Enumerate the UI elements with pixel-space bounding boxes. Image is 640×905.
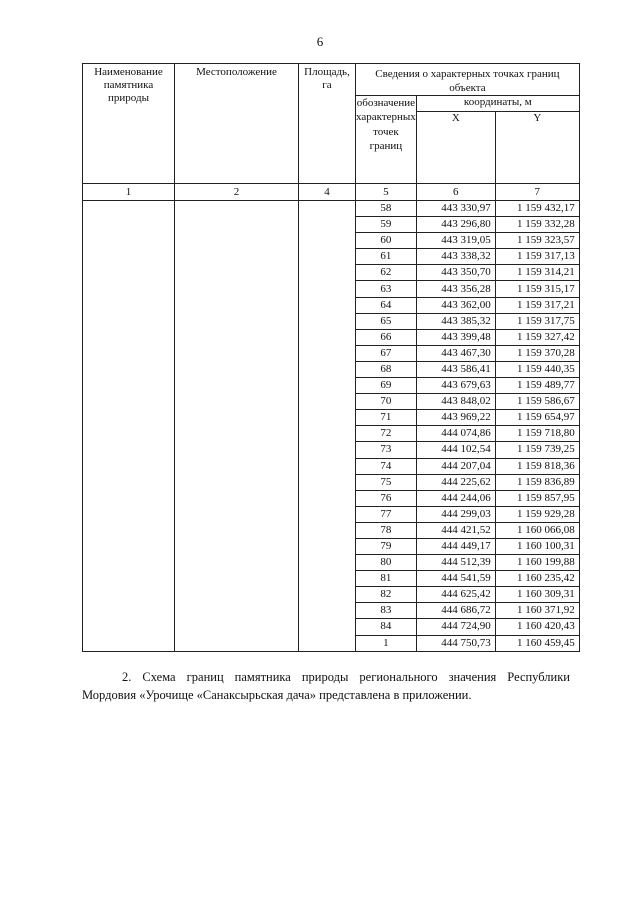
x-cell: 444 541,59	[416, 571, 495, 587]
point-cell: 71	[356, 410, 417, 426]
x-cell: 444 512,39	[416, 555, 495, 571]
x-cell: 443 330,97	[416, 201, 495, 217]
header-coordinates: координаты, м	[416, 96, 579, 112]
x-cell: 443 350,70	[416, 265, 495, 281]
y-cell: 1 159 315,17	[495, 281, 579, 297]
column-number: 6	[416, 184, 495, 201]
y-cell: 1 160 371,92	[495, 603, 579, 619]
x-cell: 443 467,30	[416, 345, 495, 361]
x-cell: 444 102,54	[416, 442, 495, 458]
y-cell: 1 159 489,77	[495, 378, 579, 394]
boundary-points-table	[82, 63, 580, 652]
point-cell: 67	[356, 345, 417, 361]
point-cell: 70	[356, 394, 417, 410]
x-cell: 443 969,22	[416, 410, 495, 426]
y-cell: 1 159 370,28	[495, 345, 579, 361]
y-cell: 1 159 332,28	[495, 217, 579, 233]
location-cell	[175, 201, 299, 652]
y-cell: 1 159 739,25	[495, 442, 579, 458]
header-name: Наименование памятника природы	[83, 64, 175, 184]
x-cell: 443 848,02	[416, 394, 495, 410]
x-cell: 443 319,05	[416, 233, 495, 249]
column-number: 2	[175, 184, 299, 201]
x-cell: 444 750,73	[416, 635, 495, 651]
y-cell: 1 160 420,43	[495, 619, 579, 635]
point-cell: 74	[356, 458, 417, 474]
y-cell: 1 160 235,42	[495, 571, 579, 587]
y-cell: 1 159 818,36	[495, 458, 579, 474]
point-cell: 73	[356, 442, 417, 458]
header-x: X	[416, 112, 495, 184]
point-cell: 81	[356, 571, 417, 587]
point-cell: 77	[356, 506, 417, 522]
x-cell: 443 356,28	[416, 281, 495, 297]
column-number: 5	[356, 184, 417, 201]
x-cell: 443 385,32	[416, 313, 495, 329]
point-cell: 64	[356, 297, 417, 313]
point-cell: 1	[356, 635, 417, 651]
scheme-paragraph: 2. Схема границ памятника природы регионального значения Республики Мордовия «Урочище «Санаксырьская дача» представлена в приложении.	[82, 669, 570, 702]
column-number-row	[83, 184, 580, 201]
area-cell	[299, 201, 356, 652]
x-cell: 444 686,72	[416, 603, 495, 619]
x-cell: 444 449,17	[416, 538, 495, 554]
y-cell: 1 159 314,21	[495, 265, 579, 281]
point-cell: 66	[356, 329, 417, 345]
column-number: 1	[83, 184, 175, 201]
x-cell: 443 296,80	[416, 217, 495, 233]
y-cell: 1 159 317,13	[495, 249, 579, 265]
point-cell: 83	[356, 603, 417, 619]
header-y: Y	[495, 112, 579, 184]
x-cell: 443 586,41	[416, 361, 495, 377]
header-area: Площадь, га	[299, 64, 356, 184]
x-cell: 443 679,63	[416, 378, 495, 394]
x-cell: 444 225,62	[416, 474, 495, 490]
point-cell: 80	[356, 555, 417, 571]
point-cell: 84	[356, 619, 417, 635]
point-cell: 78	[356, 522, 417, 538]
x-cell: 443 362,00	[416, 297, 495, 313]
x-cell: 444 421,52	[416, 522, 495, 538]
header-boundary-info: Сведения о характерных точках границ объекта	[356, 64, 580, 96]
point-cell: 65	[356, 313, 417, 329]
y-cell: 1 159 317,75	[495, 313, 579, 329]
y-cell: 1 159 654,97	[495, 410, 579, 426]
header-row-1	[83, 64, 580, 96]
y-cell: 1 159 857,95	[495, 490, 579, 506]
table-row	[83, 201, 580, 217]
y-cell: 1 160 459,45	[495, 635, 579, 651]
point-cell: 82	[356, 587, 417, 603]
point-cell: 68	[356, 361, 417, 377]
point-cell: 79	[356, 538, 417, 554]
y-cell: 1 160 199,88	[495, 555, 579, 571]
y-cell: 1 159 327,42	[495, 329, 579, 345]
point-cell: 72	[356, 426, 417, 442]
point-cell: 75	[356, 474, 417, 490]
point-cell: 62	[356, 265, 417, 281]
point-cell: 58	[356, 201, 417, 217]
y-cell: 1 160 066,08	[495, 522, 579, 538]
x-cell: 443 338,32	[416, 249, 495, 265]
y-cell: 1 159 586,67	[495, 394, 579, 410]
y-cell: 1 160 100,31	[495, 538, 579, 554]
x-cell: 444 207,04	[416, 458, 495, 474]
header-designation: обозначение характерных точек границ	[356, 96, 417, 184]
x-cell: 443 399,48	[416, 329, 495, 345]
y-cell: 1 159 317,21	[495, 297, 579, 313]
point-cell: 76	[356, 490, 417, 506]
x-cell: 444 625,42	[416, 587, 495, 603]
y-cell: 1 159 440,35	[495, 361, 579, 377]
column-number: 4	[299, 184, 356, 201]
y-cell: 1 159 432,17	[495, 201, 579, 217]
page-number: 6	[316, 34, 324, 49]
x-cell: 444 074,86	[416, 426, 495, 442]
name-cell	[83, 201, 175, 652]
y-cell: 1 160 309,31	[495, 587, 579, 603]
x-cell: 444 724,90	[416, 619, 495, 635]
y-cell: 1 159 836,89	[495, 474, 579, 490]
header-location: Местоположение	[175, 64, 299, 184]
y-cell: 1 159 929,28	[495, 506, 579, 522]
y-cell: 1 159 323,57	[495, 233, 579, 249]
y-cell: 1 159 718,80	[495, 426, 579, 442]
point-cell: 59	[356, 217, 417, 233]
column-number: 7	[495, 184, 579, 201]
x-cell: 444 244,06	[416, 490, 495, 506]
point-cell: 60	[356, 233, 417, 249]
x-cell: 444 299,03	[416, 506, 495, 522]
point-cell: 63	[356, 281, 417, 297]
point-cell: 61	[356, 249, 417, 265]
point-cell: 69	[356, 378, 417, 394]
